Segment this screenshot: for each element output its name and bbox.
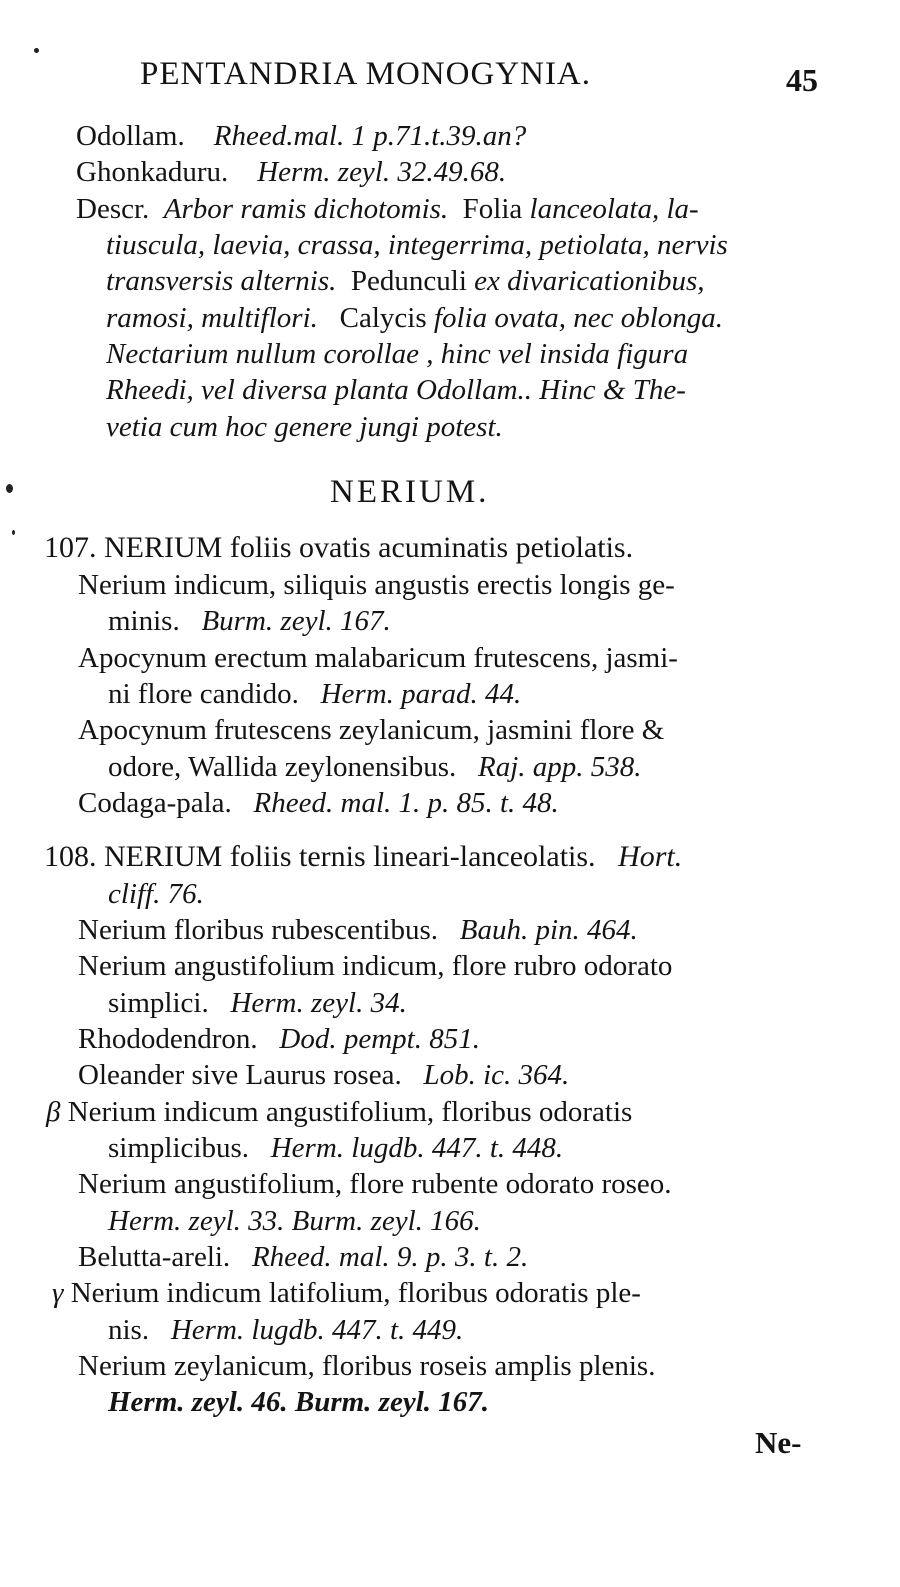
synonym-line: Rhododendron. Dod. pempt. 851. [78, 1023, 480, 1055]
catchword: Ne- [755, 1425, 802, 1460]
synonym-line: Codaga-pala. Rheed. mal. 1. p. 85. t. 48. [78, 787, 559, 819]
synonym-line: Apocynum frutescens zeylanicum, jasmini flore & [78, 714, 665, 746]
synonym-line: Oleander sive Laurus rosea. Lob. ic. 364. [78, 1059, 570, 1091]
description-line: tiuscula, laevia, crassa, integerrima, petiolata, nervis [106, 229, 728, 261]
synonym-line: Nerium zeylanicum, floribus roseis amplis plenis. [78, 1350, 656, 1382]
margin-dot [12, 530, 15, 535]
page-number: 45 [786, 62, 818, 98]
running-header: PENTANDRIA MONOGYNIA. [140, 56, 592, 92]
species-entry-107-head: 107. NERIUM foliis ovatis acuminatis petiolatis. [44, 531, 634, 564]
description-line: Rheedi, vel diversa planta Odollam.. Hinc & The- [106, 374, 686, 406]
synonym-line: nis. Herm. lugdb. 447. t. 449. [108, 1314, 464, 1346]
beta-symbol: β [46, 1096, 61, 1128]
description-line: vetia cum hoc genere jungi potest. [106, 411, 503, 443]
gamma-symbol: γ [52, 1277, 64, 1309]
synonym-line: simplicibus. Herm. lugdb. 447. t. 448. [108, 1132, 564, 1164]
synonym-line: cliff. 76. [108, 878, 204, 910]
synonym-line: Herm. zeyl. 46. Burm. zeyl. 167. [108, 1386, 490, 1418]
genus-heading: NERIUM. [330, 474, 490, 510]
margin-dot [34, 48, 39, 53]
synonym-line: Apocynum erectum malabaricum frutescens, jasmi- [78, 642, 678, 674]
synonym-line: minis. Burm. zeyl. 167. [108, 605, 391, 637]
description-line: Descr. Arbor ramis dichotomis. Folia lanceolata, la- [76, 193, 699, 225]
description-line: transversis alternis. Pedunculi ex divaricationibus, [106, 265, 705, 297]
synonym-line: simplici. Herm. zeyl. 34. [108, 987, 407, 1019]
synonym-line: Nerium indicum, siliquis angustis erectis longis ge- [78, 569, 675, 601]
synonym-line: Nerium angustifolium, flore rubente odorato roseo. [78, 1168, 672, 1200]
synonym-line: Nerium angustifolium indicum, flore rubro odorato [78, 950, 673, 982]
synonym-line: Herm. zeyl. 33. Burm. zeyl. 166. [108, 1205, 481, 1237]
synonym-line: Nerium floribus rubescentibus. Bauh. pin. 464. [78, 914, 638, 946]
synonym-line: Belutta-areli. Rheed. mal. 9. p. 3. t. 2. [78, 1241, 529, 1273]
margin-dot [6, 484, 13, 493]
variety-gamma-line: γ Nerium indicum latifolium, floribus odoratis ple- [52, 1277, 641, 1309]
variety-beta-line: β Nerium indicum angustifolium, floribus odoratis [46, 1096, 633, 1128]
species-entry-108-head: 108. NERIUM foliis ternis lineari-lanceolatis. Hort. [44, 840, 683, 873]
synonym-line: Ghonkaduru. Herm. zeyl. 32.49.68. [76, 156, 507, 188]
description-line: ramosi, multiflori. Calycis folia ovata, nec oblonga. [106, 302, 724, 334]
synonym-line: Odollam. Rheed.mal. 1 p.71.t.39.an? [76, 120, 527, 152]
description-line: Nectarium nullum corollae , hinc vel insida figura [106, 338, 689, 370]
synonym-line: odore, Wallida zeylonensibus. Raj. app. 538. [108, 751, 642, 783]
synonym-line: ni flore candido. Herm. parad. 44. [108, 678, 522, 710]
